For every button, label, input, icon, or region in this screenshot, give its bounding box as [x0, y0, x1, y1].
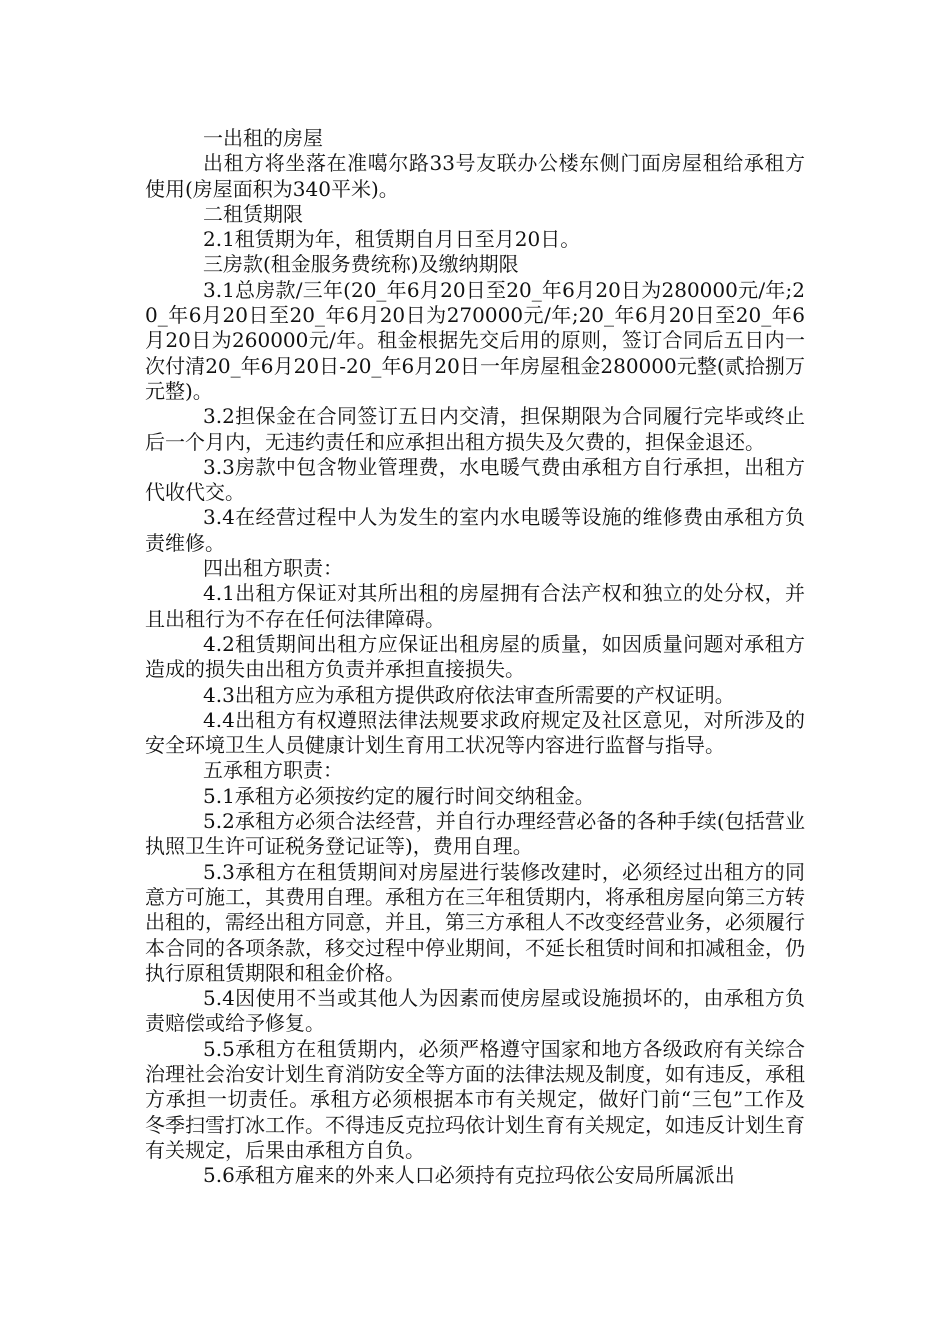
- clause-3-4: 3.4在经营过程中人为发生的室内水电暖等设施的维修费由承租方负责维修。: [145, 505, 805, 555]
- clause-5-2: 5.2承租方必须合法经营，并自行办理经营必备的各种手续(包括营业执照卫生许可证税务登记证等)，费用自理。: [145, 809, 805, 859]
- clause-5-1: 5.1承租方必须按约定的履行时间交纳租金。: [203, 783, 595, 808]
- clause-2-1: 2.1租赁期为年，租赁期自月日至月20日。: [203, 227, 581, 252]
- paragraph-premises-description: 出租方将坐落在准噶尔路33号友联办公楼东侧门面房屋租给承租方使用(房屋面积为340平米)。: [145, 151, 805, 201]
- section-heading-lessor-duties: 四出租方职责：: [203, 556, 343, 581]
- clause-3-1: 3.1总房款/三年(20_年6月20日至20_年6月20日为280000元/年;20_年6月20日至20_年6月20日为270000元/年;20_年6月20日至20_年6月20日为260000元/年。租金根据先交后用的原则，签订合同后五日内一次付清20_年6月20日-20_年6月20日一年房屋租金280000元整(贰拾捌万元整)。: [145, 277, 805, 403]
- document-body: [145, 126, 805, 1188]
- clause-5-4: 5.4因使用不当或其他人为因素而使房屋或设施损坏的，由承租方负责赔偿或给予修复。: [145, 986, 805, 1036]
- clause-5-5: 5.5承租方在租赁期内，必须严格遵守国家和地方各级政府有关综合治理社会治安计划生育消防安全等方面的法律法规及制度，如有违反，承租方承担一切责任。承租方必须根据本市有关规定，做好门前“三包”工作及冬季扫雪打冰工作。不得违反克拉玛依计划生育有关规定，如违反计划生育有关规定，后果由承租方自负。: [145, 1036, 805, 1162]
- clause-3-2: 3.2担保金在合同签订五日内交清，担保期限为合同履行完毕或终止后一个月内，无违约责任和应承担出租方损失及欠费的，担保金退还。: [145, 404, 805, 454]
- section-heading-lease-term: 二租赁期限: [203, 201, 303, 226]
- clause-4-3: 4.3出租方应为承租方提供政府依法审查所需要的产权证明。: [203, 682, 735, 707]
- clause-4-2: 4.2租赁期间出租方应保证出租房屋的质量，如因质量问题对承租方造成的损失由出租方负责并承担直接损失。: [145, 631, 805, 682]
- section-heading-lessee-duties: 五承租方职责：: [203, 758, 343, 783]
- clause-3-3: 3.3房款中包含物业管理费，水电暖气费由承租方自行承担，出租方代收代交。: [145, 454, 805, 505]
- clause-5-3: 5.3承租方在租赁期间对房屋进行装修改建时，必须经过出租方的同意方可施工，其费用自理。承租方在三年租赁期内，将承租房屋向第三方转出租的，需经出租方同意，并且，第三方承租人不改变经营业务，必须履行本合同的各项条款，移交过程中停业期间，不延长租赁时间和扣减租金，仍执行原租赁期限和租金价格。: [145, 859, 805, 985]
- clause-4-4: 4.4出租方有权遵照法律法规要求政府规定及社区意见，对所涉及的安全环境卫生人员健康计划生育用工状况等内容进行监督与指导。: [145, 707, 805, 758]
- section-heading-rent-payment: 三房款(租金服务费统称)及缴纳期限: [203, 252, 519, 277]
- clause-4-1: 4.1出租方保证对其所出租的房屋拥有合法产权和独立的处分权，并且出租行为不存在任何法律障碍。: [145, 581, 805, 631]
- section-heading-rented-premises: 一出租的房屋: [203, 126, 323, 150]
- clause-5-6: 5.6承租方雇来的外来人口必须持有克拉玛依公安局所属派出: [203, 1163, 735, 1188]
